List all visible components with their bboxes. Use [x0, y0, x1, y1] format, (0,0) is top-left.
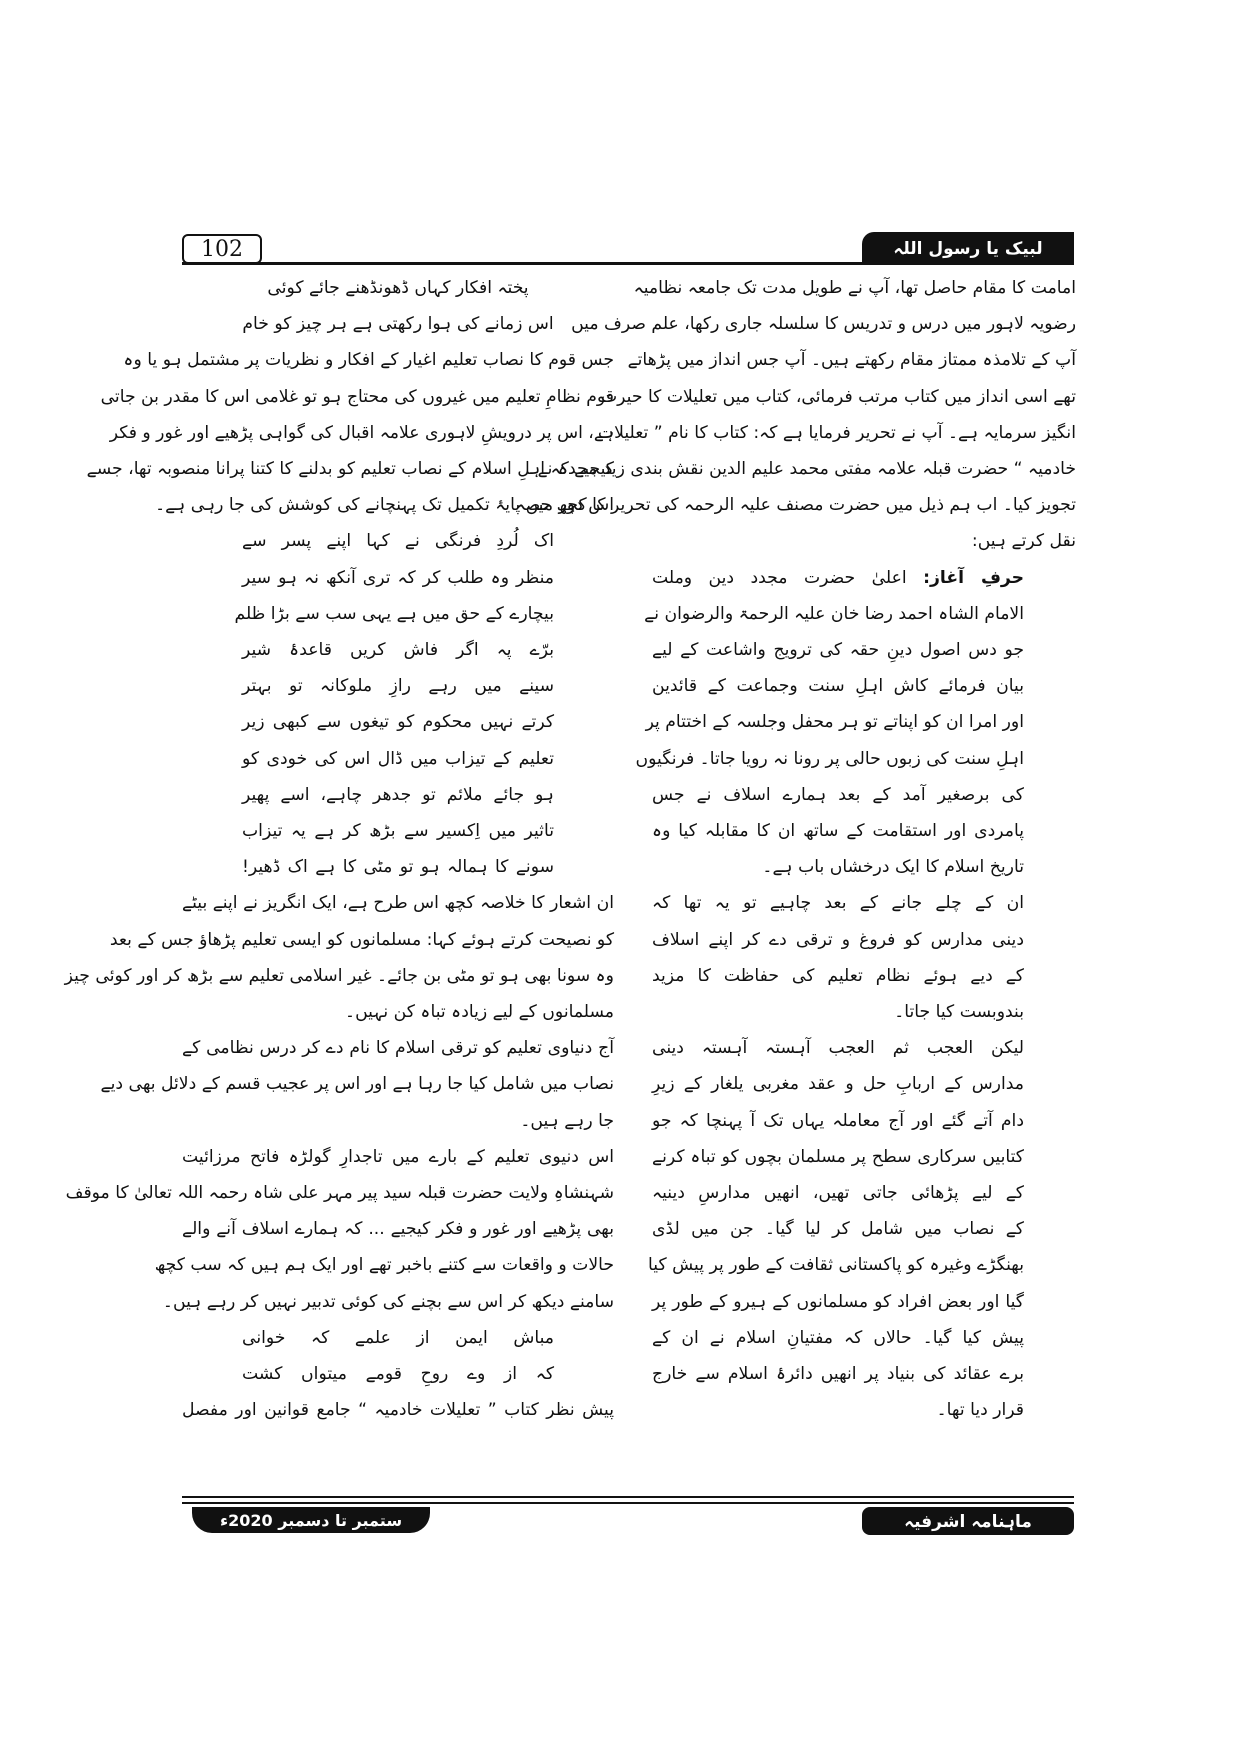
text-line: برے عقائد کی بنیاد پر انھیں دائرۂ اسلام سے خارج [652, 1364, 1024, 1385]
text-line: تجویز کیا۔ اب ہم ذیل میں حضرت مصنف علیہ الرحمہ کی تحریر کا کچھ حصہ [515, 495, 1076, 516]
poem-line: اک لُردِ فرنگی نے کہا اپنے پسر سے [242, 531, 554, 552]
text-line: کے نصاب میں شامل کر لیا گیا۔ جن میں لڈی [652, 1219, 1024, 1240]
poem-line: برّے پہ اگر فاش کریں قاعدۂ شیر [242, 640, 554, 661]
text-line: حالات و واقعات سے کتنے باخبر تھے اور ایک ہم ہیں کہ سب کچھ [154, 1255, 614, 1276]
verse-line: اس زمانے کی ہوا رکھتی ہے ہر چیز کو خام [242, 314, 554, 335]
footer-rule-top [182, 1496, 1074, 1498]
text-line: تاریخ اسلام کا ایک درخشاں باب ہے۔ [762, 857, 1024, 878]
magazine-tagline: لبیک یا رسول اللہ [862, 232, 1074, 264]
section-heading [652, 560, 1024, 596]
text-line: جس قوم کا نصاب تعلیم اغیار کے افکار و نظریات پر مشتمل ہو یا وہ [123, 350, 614, 371]
text-line: بندوبست کیا جاتا۔ [894, 1002, 1024, 1023]
poem-line: تاثیر میں اِکسیر سے بڑھ کر ہے یہ تیزاب [242, 821, 554, 842]
text-line: اور امرا ان کو اپناتے تو ہر محفل وجلسہ کے اختتام پر [645, 712, 1024, 733]
text-line: قرار دیا تھا۔ [936, 1400, 1024, 1421]
quoted-section [635, 560, 1025, 1429]
text-line: سامنے دیکھ کر اس سے بچنے کی کوئی تدبیر نہیں کر رہے ہیں۔ [162, 1291, 614, 1312]
text-line: پیش نظر کتاب ” تعلیلات خادمیہ “ جامع قوانین اور مفصل [182, 1400, 614, 1421]
heading-text: اعلیٰ حضرت مجدد دین وملت [652, 567, 907, 588]
text-line: بھنگڑے وغیرہ کو پاکستانی ثقافت کے طور پر پیش کیا [648, 1255, 1024, 1276]
text-line: دینی مدارس کو فروغ و ترقی دے کر اپنے اسلاف [652, 929, 1024, 950]
poem-line: کرتے نہیں محکوم کو تیغوں سے کبھی زیر [242, 712, 554, 733]
paragraph-right-1 [515, 270, 1076, 560]
persian-verse-line: کہ از وے روحِ قومے میتواں کشت [242, 1364, 554, 1385]
text-line: وہ سونا بھی ہو تو مٹی بن جائے۔ غیر اسلامی تعلیم سے بڑھ کر اور کوئی چیز [64, 965, 614, 986]
text-line: ہے، اس پر درویشِ لاہوری علامہ اقبال کی گواہی پڑھیے اور غور و فکر [109, 422, 614, 443]
footer-rule-bottom [182, 1502, 1074, 1504]
text-line: پیش کیا گیا۔ حالاں کہ مفتیانِ اسلام نے ان کے [652, 1327, 1024, 1348]
text-line: خادمیہ “ حضرت قبلہ علامہ مفتی محمد علیم الدین نقش بندی زید مجدہ نے [537, 459, 1076, 480]
poem-line: سینے میں رہے رازِ ملوکانہ تو بہتر [242, 676, 554, 697]
text-line: کے لیے پڑھائی جاتی تھیں، انھیں مدارسِ دینیہ [652, 1183, 1024, 1204]
text-line: پامردی اور استقامت کے ساتھ ان کا مقابلہ کیا وہ [652, 821, 1024, 842]
text-line: تھے اسی انداز میں کتاب مرتب فرمائی، کتاب میں تعلیلات کا حیرت [601, 386, 1076, 407]
text-line: شہنشاہِ ولایت حضرت قبلہ سید پیر مہر علی شاہ رحمہ اللہ تعالیٰ کا موقف [65, 1183, 614, 1204]
text-line: کیجیے کہ اہلِ اسلام کے نصاب تعلیم کو بدلنے کا کتنا پرانا منصوبہ تھا، جسے [86, 459, 614, 480]
text-line: دام آتے گئے اور آج معاملہ یہاں تک آ پہنچا کہ جو [652, 1110, 1024, 1131]
magazine-name: ماہنامہ اشرفیہ [862, 1507, 1074, 1535]
text-line: کو نصیحت کرتے ہوئے کہا: مسلمانوں کو ایسی تعلیم پڑھاؤ جس کے بعد [109, 929, 614, 950]
poem-line: منظر وہ طلب کر کہ تری آنکھ نہ ہو سیر [242, 567, 554, 588]
poem-line: ہو جائے ملائم تو جدھر چاہے، اسے پھیر [242, 784, 554, 805]
text-line: کتابیں سرکاری سطح پر مسلمان بچوں کو تباہ کرنے [652, 1146, 1024, 1167]
heading-label: حرفِ آغاز: [923, 567, 1025, 588]
text-line: بھی پڑھیے اور غور و فکر کیجیے ... کہ ہمارے اسلاف آنے والے [182, 1219, 614, 1240]
text-line: ان کے چلے جانے کے بعد چاہیے تو یہ تھا کہ [652, 893, 1024, 914]
left-column [64, 270, 614, 1429]
persian-verse-line: مباش ایمن از علمے کہ خوانی [242, 1327, 554, 1348]
issue-date: ستمبر تا دسمبر 2020ء [192, 1507, 430, 1533]
verse-line: پختہ افکار کہاں ڈھونڈھنے جائے کوئی [267, 278, 529, 298]
page-number: 102 [182, 234, 262, 264]
text-line: اس دور میں پایۂ تکمیل تک پہنچانے کی کوشش کی جا رہی ہے۔ [155, 495, 614, 516]
poem-line: بیچارے کے حق میں ہے یہی سب سے بڑا ظلم [234, 603, 554, 624]
text-line: اہلِ سنت کی زبوں حالی پر رونا نہ رویا جاتا۔ فرنگیوں [635, 748, 1024, 769]
text-line: ان اشعار کا خلاصہ کچھ اس طرح ہے، ایک انگریز نے اپنے بیٹے [182, 893, 614, 914]
text-line: کی برصغیر آمد کے بعد ہمارے اسلاف نے جس [652, 784, 1024, 805]
text-line: آپ کے تلامذہ ممتاز مقام رکھتے ہیں۔ آپ جس انداز میں پڑھاتے [627, 350, 1076, 371]
text-line: انگیز سرمایہ ہے۔ آپ نے تحریر فرمایا ہے کہ: کتاب کا نام ” تعلیلات [597, 422, 1076, 443]
text-line: جا رہے ہیں۔ [520, 1110, 614, 1131]
text-line: جو دس اصول دینِ حقہ کی ترویج واشاعت کے لیے [652, 640, 1024, 661]
text-line: قوم نظامِ تعلیم میں غیروں کی محتاج ہو تو غلامی اس کا مقدر بن جاتی [100, 386, 614, 407]
text-line: لیکن العجب ثم العجب آہستہ آہستہ دینی [652, 1038, 1024, 1059]
text-line: الامام الشاہ احمد رضا خان علیہ الرحمۃ والرضوان نے [644, 603, 1024, 624]
text-line: بیان فرمائے کاش اہلِ سنت وجماعت کے قائدین [652, 676, 1024, 697]
text-line: مدارس کے اربابِ حل و عقد مغربی یلغار کے زیرِ [652, 1074, 1024, 1095]
text-line: کے دیے ہوئے نظام تعلیم کی حفاظت کا مزید [652, 965, 1024, 986]
poem-line: سونے کا ہمالہ ہو تو مٹی کا ہے اک ڈھیر! [242, 857, 554, 878]
poem-line: تعلیم کے تیزاب میں ڈال اس کی خودی کو [242, 748, 554, 769]
text-line: آج دنیاوی تعلیم کو ترقی اسلام کا نام دے کر درس نظامی کے [182, 1038, 614, 1059]
text-line: گیا اور بعض افراد کو مسلمانوں کے ہیرو کے طور پر [652, 1291, 1024, 1312]
text-line: رضویہ لاہور میں درس و تدریس کا سلسلہ جاری رکھا، علم صرف میں [571, 314, 1076, 335]
text-line: نقل کرتے ہیں: [971, 531, 1076, 552]
text-line: اس دنیوی تعلیم کے بارے میں تاجدارِ گولڑہ فاتح مرزائیت [182, 1146, 614, 1167]
text-line: نصاب میں شامل کیا جا رہا ہے اور اس پر عجیب قسم کے دلائل بھی دیے [100, 1074, 614, 1095]
text-line: مسلمانوں کے لیے زیادہ تباہ کن نہیں۔ [345, 1002, 614, 1023]
text-line: امامت کا مقام حاصل تھا، آپ نے طویل مدت تک جامعہ نظامیہ [633, 278, 1076, 298]
